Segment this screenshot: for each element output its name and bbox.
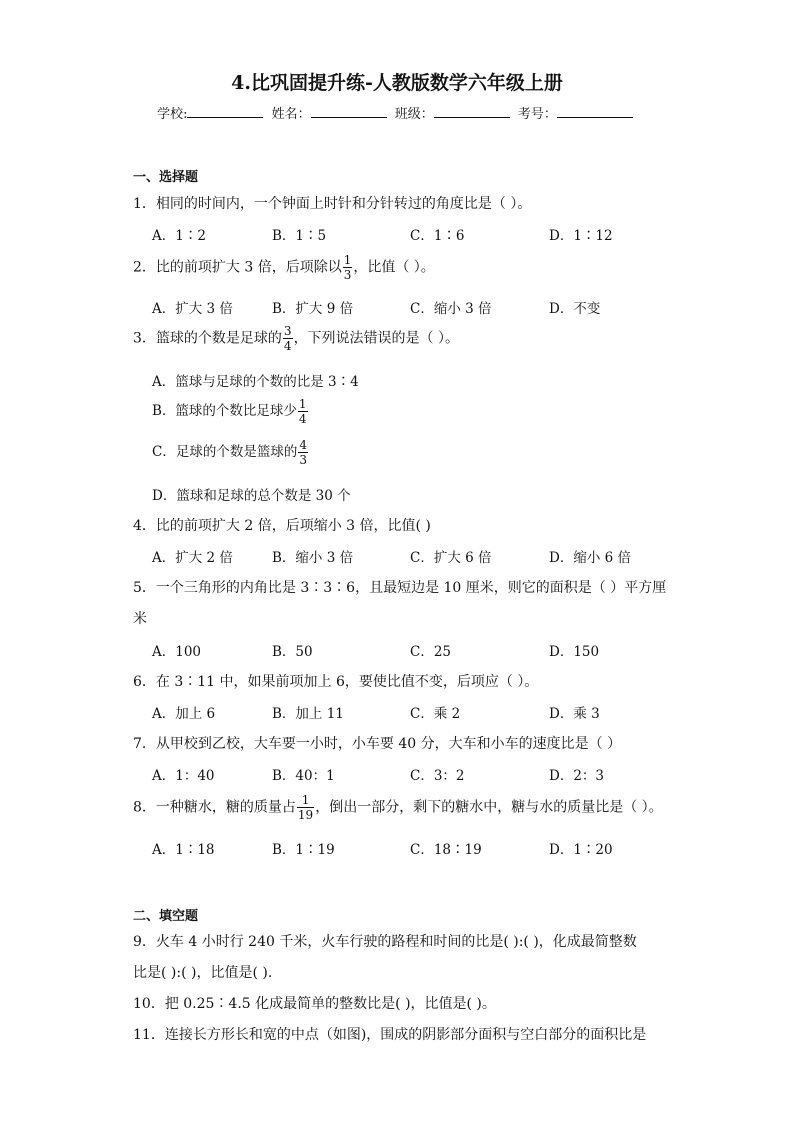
q3-fraction [283,325,293,352]
q1-option-c[interactable]: C．1∶6 [410,228,465,244]
question-9-line-1: 9．火车 4 小时行 240 千米，火车行驶的路程和时间的比是( ):( )，化成最简整数 [133,934,637,950]
section-title-choice: 一、选择题 [133,170,199,185]
q6-option-b[interactable]: B．加上 11 [272,706,344,722]
q3-fraction-numerator: 3 [283,324,292,338]
q2-fraction [343,254,353,281]
question-4: 4．比的前项扩大 2 倍，后项缩小 3 倍，比值( ) [133,518,431,534]
question-2 [133,254,435,281]
student-info-line [0,103,794,122]
q2-option-d[interactable]: D．不变 [549,301,601,317]
q3-option-c-numerator: 4 [299,438,307,452]
q3-option-b-text: B．篮球的个数比足球少 [152,403,297,419]
name-label: 姓名： [271,107,311,122]
q6-option-d[interactable]: D．乘 3 [549,706,600,722]
q8-option-a[interactable]: A．1∶18 [152,842,215,858]
q4-option-c[interactable]: C．扩大 6 倍 [410,550,492,566]
q3-option-c-text: C．足球的个数是篮球的 [152,444,298,460]
q5-option-d[interactable]: D．150 [549,644,600,660]
question-10: 10．把 0.25∶4.5 化成最简单的整数比是( )，比值是( )。 [133,996,496,1012]
q3-option-c-denominator: 3 [299,453,307,467]
q5-option-c[interactable]: C．25 [410,644,452,660]
q2-option-a[interactable]: A．扩大 3 倍 [152,301,233,317]
class-label: 班级： [394,107,434,122]
q8-fraction [297,794,314,821]
class-blank[interactable] [434,105,510,118]
q8-option-b[interactable]: B．1∶19 [272,842,335,858]
question-9-line-2: 比是( ):( )，比值是( ). [133,965,273,981]
question-3 [133,325,459,352]
q8-option-c[interactable]: C．18∶19 [410,842,482,858]
q2-text-post: ，比值（ ）。 [353,259,435,276]
q3-option-c[interactable] [152,439,309,466]
question-6: 6．在 3∶11 中，如果前项加上 6，要使比值不变，后项应（ ）。 [133,674,539,690]
question-1: 1．相同的时间内，一个钟面上时针和分针转过的角度比是（ ）。 [133,196,532,212]
school-label: 学校: [157,107,188,122]
section-title-fill-blank: 二、填空题 [133,909,199,924]
q5-option-a[interactable]: A．100 [152,644,202,660]
q7-option-d[interactable]: D．2：3 [549,768,605,784]
q3-option-b-denominator: 4 [298,412,307,426]
q6-option-c[interactable]: C．乘 2 [410,706,461,722]
q3-option-a[interactable]: A．篮球与足球的个数的比是 3∶4 [152,374,359,390]
q4-option-b[interactable]: B．缩小 3 倍 [272,550,354,566]
q3-fraction-denominator: 4 [283,339,292,353]
q3-option-c-fraction [298,439,308,466]
q8-fraction-numerator: 1 [297,794,314,808]
question-11: 11．连接长方形长和宽的中点（如图)，围成的阴影部分面积与空白部分的面积比是 [133,1027,647,1043]
school-blank[interactable] [187,105,263,118]
q7-option-c[interactable]: C．3：2 [410,768,465,784]
q3-option-d[interactable]: D．篮球和足球的总个数是 30 个 [152,488,351,504]
q4-option-a[interactable]: A．扩大 2 倍 [152,550,233,566]
question-7: 7．从甲校到乙校，大车要一小时，小车要 40 分，大车和小车的速度比是（ ） [133,736,622,752]
q8-option-d[interactable]: D．1∶20 [549,842,613,858]
q3-option-b[interactable] [152,398,309,425]
question-8 [133,794,663,821]
q8-fraction-denominator: 19 [297,808,314,822]
q4-option-d[interactable]: D．缩小 6 倍 [549,550,631,566]
q5-option-b[interactable]: B．50 [272,644,313,660]
q1-option-a[interactable]: A．1∶2 [152,228,206,244]
q7-option-a[interactable]: A．1：40 [152,768,215,784]
q7-option-b[interactable]: B．40：1 [272,768,335,784]
q2-fraction-denominator: 3 [343,268,352,282]
q3-text-pre: 3．篮球的个数是足球的 [133,330,282,347]
page-title: 4.比巩固提升练-人教版数学六年级上册 [231,72,563,94]
q2-text-pre: 2．比的前项扩大 3 倍，后项除以 [133,259,342,276]
q8-text-post: ，倒出一部分，剩下的糖水中，糖与水的质量比是（ ）。 [315,799,663,816]
q1-option-b[interactable]: B．1∶5 [272,228,327,244]
q2-option-c[interactable]: C．缩小 3 倍 [410,301,492,317]
q3-option-b-numerator: 1 [298,397,307,411]
exam-no-label: 考号： [517,107,557,122]
q2-option-b[interactable]: B．扩大 9 倍 [272,301,354,317]
question-5-line-2: 米 [133,611,147,627]
q3-text-post: ，下列说法错误的是（ ）。 [293,330,460,347]
name-blank[interactable] [311,105,387,118]
q3-option-b-fraction [298,398,308,425]
q8-text-pre: 8．一种糖水，糖的质量占 [133,799,296,816]
question-5-line-1: 5．一个三角形的内角比是 3∶3∶6，且最短边是 10 厘米，则它的面积是（ ）平方厘 [133,580,667,596]
q1-option-d[interactable]: D．1∶12 [549,228,613,244]
exam-no-blank[interactable] [557,105,633,118]
q2-fraction-numerator: 1 [343,253,352,267]
q6-option-a[interactable]: A．加上 6 [152,706,216,722]
